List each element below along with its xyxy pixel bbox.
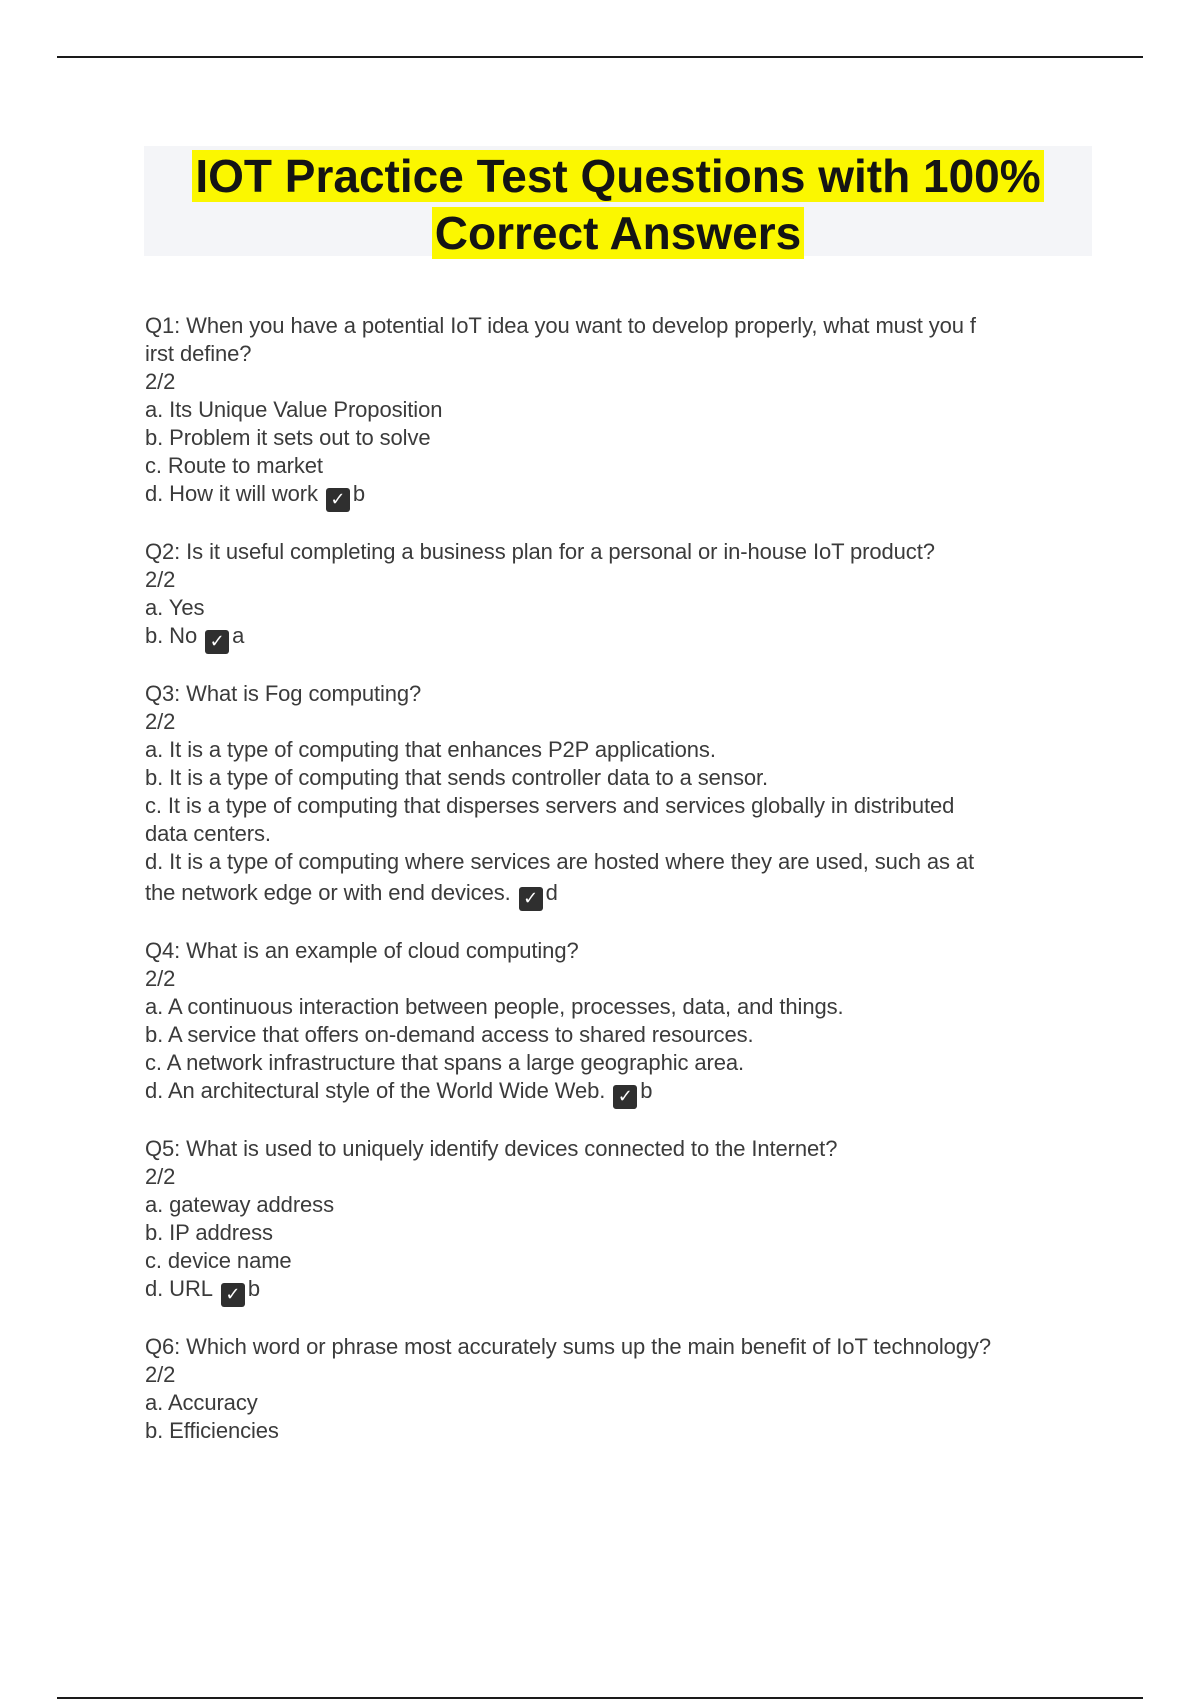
question-text: Q4: What is an example of cloud computing? xyxy=(145,938,579,963)
option-c: c. Route to market xyxy=(145,453,323,478)
bottom-rule xyxy=(57,1697,1143,1699)
option-b: b. No xyxy=(145,623,198,648)
question-text: Q2: Is it useful completing a business plan for a personal or in-house IoT product? xyxy=(145,539,935,564)
option-a: a. Yes xyxy=(145,595,205,620)
option-a: a. gateway address xyxy=(145,1192,334,1217)
option-b: b. It is a type of computing that sends controller data to a sensor. xyxy=(145,765,769,790)
question-2 xyxy=(145,538,1095,654)
checkmark-icon: ✓ xyxy=(221,1283,245,1307)
checkmark-icon: ✓ xyxy=(519,887,543,911)
question-3 xyxy=(145,680,1095,911)
option-c: c. A network infrastructure that spans a large geographic area. xyxy=(145,1050,745,1075)
title-line-2: Correct Answers xyxy=(432,207,804,259)
option-c: c. device name xyxy=(145,1248,292,1273)
option-a: a. A continuous interaction between people, processes, data, and things. xyxy=(145,994,844,1019)
option-d-with-answer xyxy=(145,480,1095,512)
option-a: a. Accuracy xyxy=(145,1390,258,1415)
option-b-with-answer xyxy=(145,622,1095,654)
option-d: d. How it will work xyxy=(145,481,318,506)
checkmark-icon: ✓ xyxy=(613,1085,637,1109)
question-1 xyxy=(145,312,1095,512)
correct-answer: d xyxy=(545,880,558,905)
question-6 xyxy=(145,1333,1095,1445)
question-text: irst define? xyxy=(145,341,252,366)
question-score: 2/2 xyxy=(145,709,176,734)
question-text: Q3: What is Fog computing? xyxy=(145,681,422,706)
option-d-with-answer xyxy=(145,1077,1095,1109)
option-c-continued: data centers. xyxy=(145,821,271,846)
option-b: b. A service that offers on-demand access to shared resources. xyxy=(145,1022,754,1047)
question-score: 2/2 xyxy=(145,567,176,592)
checkmark-icon: ✓ xyxy=(205,630,229,654)
option-c: c. It is a type of computing that disperses servers and services globally in distributed xyxy=(145,793,955,818)
correct-answer: b xyxy=(247,1276,261,1301)
correct-answer: b xyxy=(352,481,366,506)
question-score: 2/2 xyxy=(145,1164,176,1189)
option-d-continued: the network edge or with end devices. xyxy=(145,880,511,905)
question-score: 2/2 xyxy=(145,1362,176,1387)
title-banner xyxy=(144,146,1092,259)
page-title xyxy=(144,146,1092,262)
option-d: d. URL xyxy=(145,1276,213,1301)
question-5 xyxy=(145,1135,1095,1307)
top-rule xyxy=(57,56,1143,58)
option-d-with-answer xyxy=(145,1275,1095,1307)
question-list xyxy=(145,312,1095,1471)
question-text: Q5: What is used to uniquely identify devices connected to the Internet? xyxy=(145,1136,838,1161)
correct-answer: a xyxy=(232,623,245,648)
question-score: 2/2 xyxy=(145,369,176,394)
question-text: Q6: Which word or phrase most accurately sums up the main benefit of IoT technology? xyxy=(145,1334,991,1359)
question-score: 2/2 xyxy=(145,966,176,991)
option-b: b. Problem it sets out to solve xyxy=(145,425,431,450)
option-a: a. Its Unique Value Proposition xyxy=(145,397,443,422)
option-d-with-answer xyxy=(145,879,1095,911)
option-d: d. An architectural style of the World Wide Web. xyxy=(145,1078,606,1103)
option-a: a. It is a type of computing that enhances P2P applications. xyxy=(145,737,716,762)
option-d: d. It is a type of computing where services are hosted where they are used, such as at xyxy=(145,849,975,874)
checkmark-icon: ✓ xyxy=(326,488,350,512)
question-text: Q1: When you have a potential IoT idea you want to develop properly, what must you f xyxy=(145,313,976,338)
option-b: b. Efficiencies xyxy=(145,1418,279,1443)
correct-answer: b xyxy=(640,1078,653,1103)
option-b: b. IP address xyxy=(145,1220,273,1245)
title-line-1: IOT Practice Test Questions with 100% xyxy=(192,150,1043,202)
question-4 xyxy=(145,937,1095,1109)
